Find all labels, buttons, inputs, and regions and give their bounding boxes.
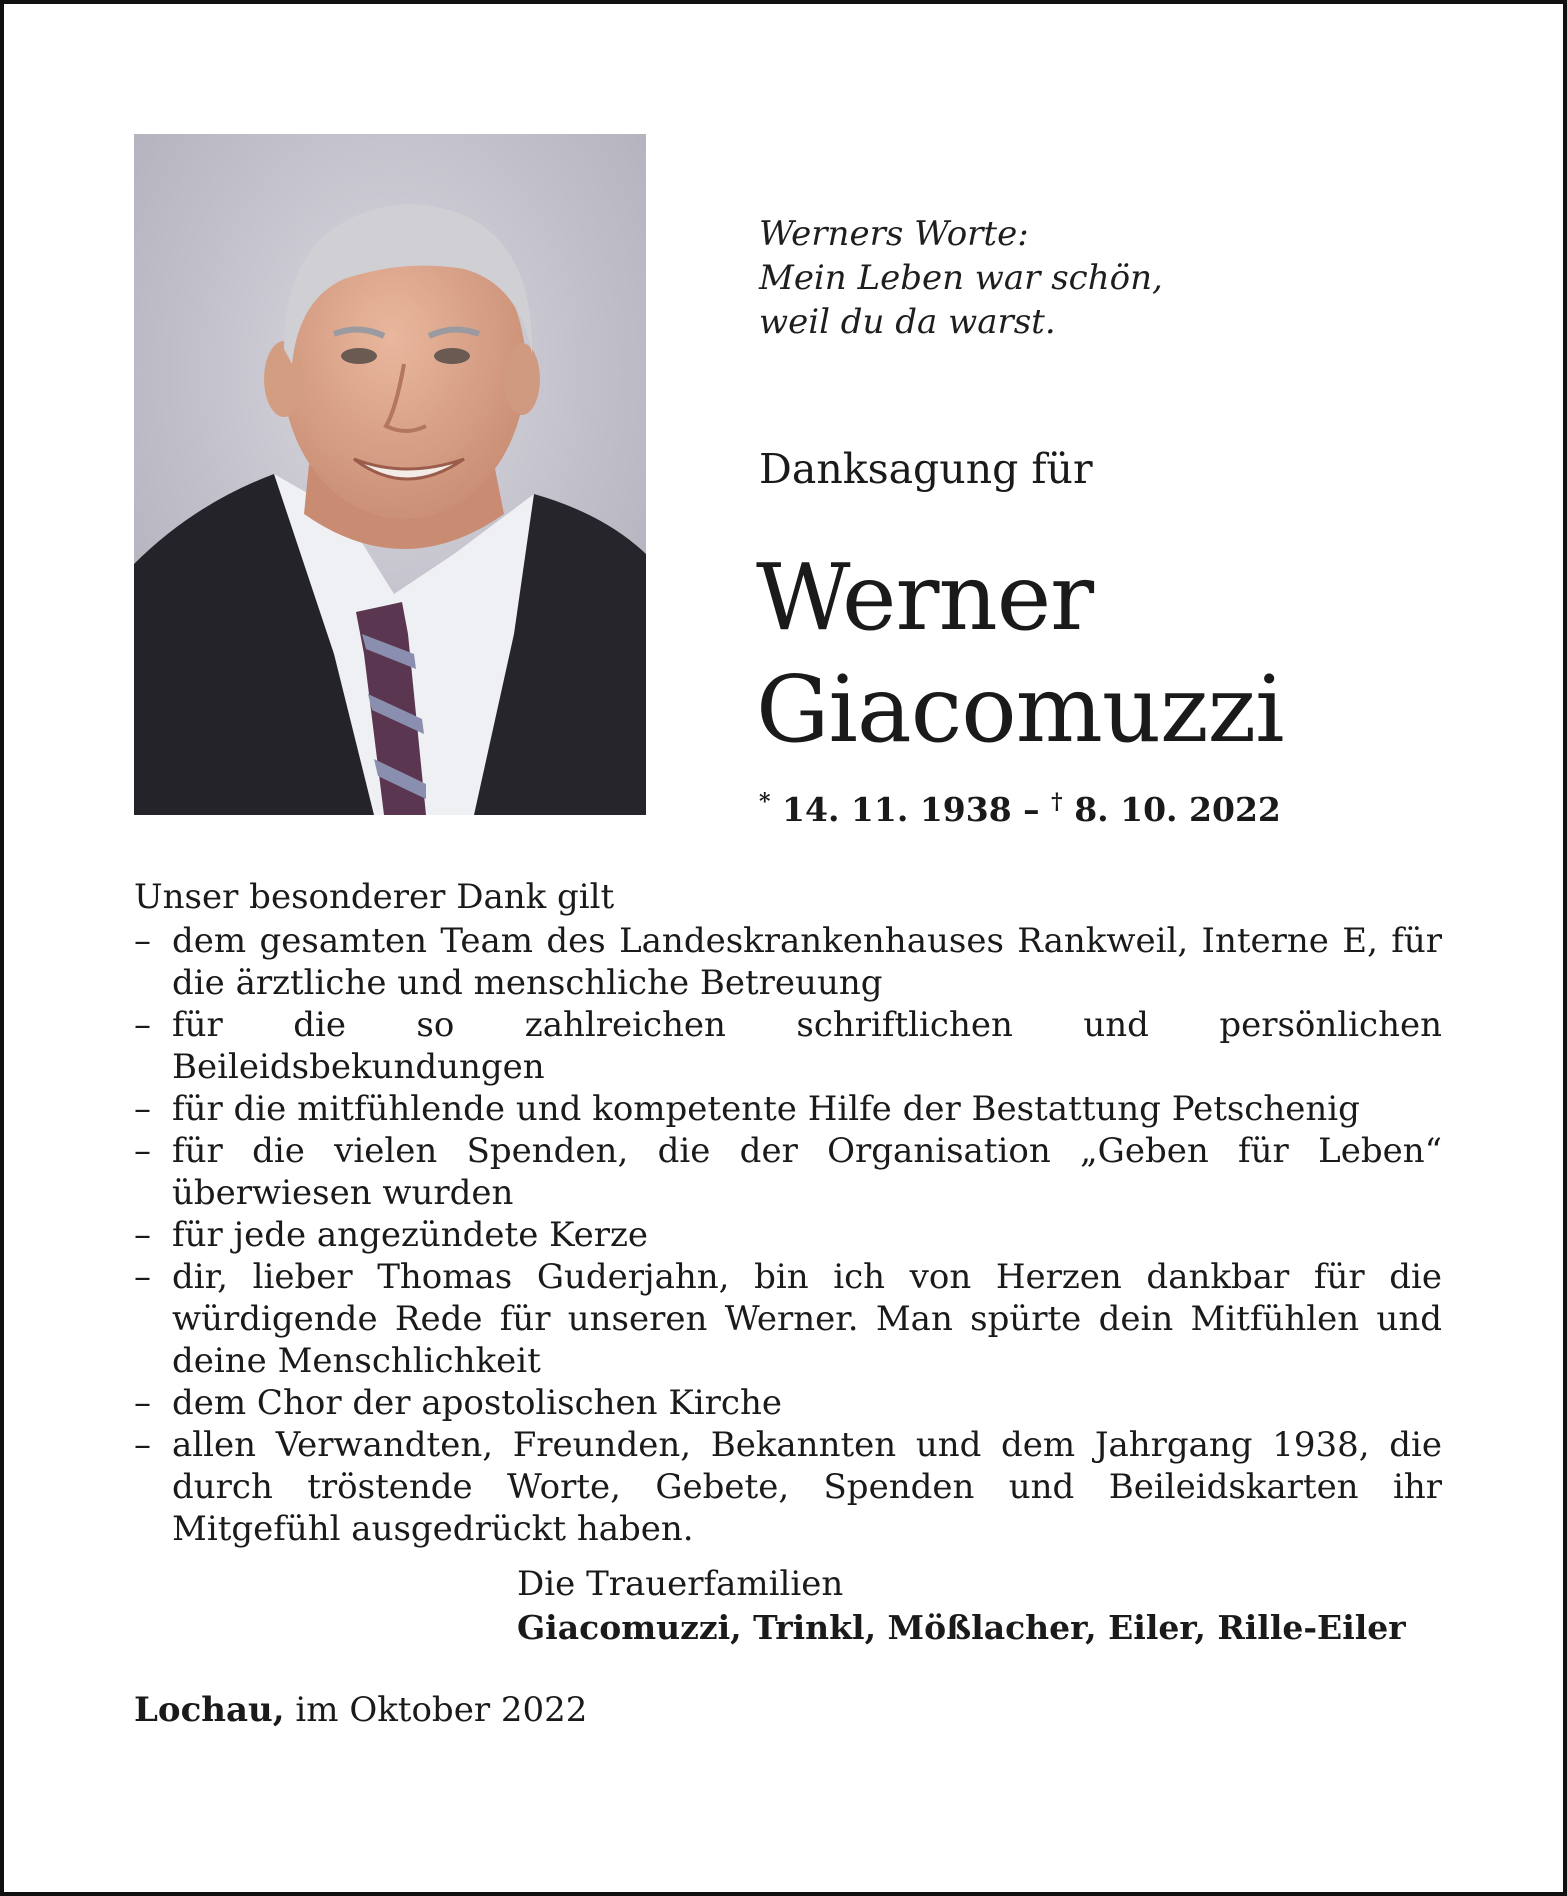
list-item-text: für jede angezündete Kerze xyxy=(172,1215,649,1255)
list-item xyxy=(134,1004,1442,1088)
portrait-photo xyxy=(134,134,646,815)
list-item-text: für die so zahlreichen schriftlichen und persönlichen Beileidsbekundungen xyxy=(172,1005,1442,1087)
dash-bullet: – xyxy=(134,1089,151,1129)
list-item xyxy=(134,1256,1442,1382)
quote-block xyxy=(759,212,1459,344)
deceased-name xyxy=(756,542,1284,766)
list-item xyxy=(134,1214,1442,1256)
signature-block xyxy=(517,1562,1406,1650)
thanks-list xyxy=(134,920,1442,1550)
list-item xyxy=(134,1088,1442,1130)
quote-line: Mein Leben war schön, xyxy=(759,258,1163,298)
thanks-heading: Danksagung für xyxy=(759,445,1093,493)
list-item-text: für die vielen Spenden, die der Organisation „Geben für Leben“ überwiesen wurden xyxy=(172,1131,1442,1213)
place-date: im Oktober 2022 xyxy=(284,1690,588,1730)
dash-bullet: – xyxy=(134,1215,151,1255)
list-item xyxy=(134,920,1442,1004)
last-name: Giacomuzzi xyxy=(756,656,1284,763)
dash-bullet: – xyxy=(134,1383,151,1423)
dash-bullet: – xyxy=(134,1131,151,1171)
list-item-text: für die mitfühlende und kompetente Hilfe der Bestattung Petschenig xyxy=(172,1089,1360,1129)
list-item-text: allen Verwandten, Freunden, Bekannten und dem Jahrgang 1938, die durch tröstende Worte, Gebete, Spenden und Beileidskarten ihr Mitgefühl ausgedrückt haben. xyxy=(172,1425,1442,1549)
place-name: Lochau, xyxy=(134,1690,285,1730)
first-name: Werner xyxy=(756,544,1094,651)
list-item-text: dem Chor der apostolischen Kirche xyxy=(172,1383,782,1423)
dash-bullet: – xyxy=(134,1425,151,1465)
place-date-line xyxy=(134,1688,587,1732)
quote-line: Werners Worte: xyxy=(759,214,1029,254)
dash-bullet: – xyxy=(134,1005,151,1045)
list-item xyxy=(134,1424,1442,1550)
dash-bullet: – xyxy=(134,1257,151,1297)
portrait-illustration xyxy=(134,134,646,815)
death-symbol: † xyxy=(1051,789,1063,815)
list-item xyxy=(134,1130,1442,1214)
family-names: Giacomuzzi, Trinkl, Mößlacher, Eiler, Rille-Eiler xyxy=(517,1608,1406,1647)
date-separator: – xyxy=(1023,790,1040,829)
list-item-text: dem gesamten Team des Landeskrankenhauses Rankweil, Interne E, für die ärztliche und menschliche Betreuung xyxy=(172,921,1442,1003)
birth-symbol: * xyxy=(759,789,771,815)
dash-bullet: – xyxy=(134,921,151,961)
thanks-intro: Unser besonderer Dank gilt xyxy=(134,877,615,917)
list-item xyxy=(134,1382,1442,1424)
birth-date: 14. 11. 1938 xyxy=(782,790,1012,829)
list-item-text: dir, lieber Thomas Guderjahn, bin ich von Herzen dankbar für die würdigende Rede für unseren Werner. Man spürte dein Mitfühlen und deine Menschlichkeit xyxy=(172,1257,1442,1381)
signature-label: Die Trauerfamilien xyxy=(517,1564,844,1604)
life-dates xyxy=(759,780,1281,832)
quote-line: weil du da warst. xyxy=(759,302,1056,342)
death-date: 8. 10. 2022 xyxy=(1074,790,1281,829)
